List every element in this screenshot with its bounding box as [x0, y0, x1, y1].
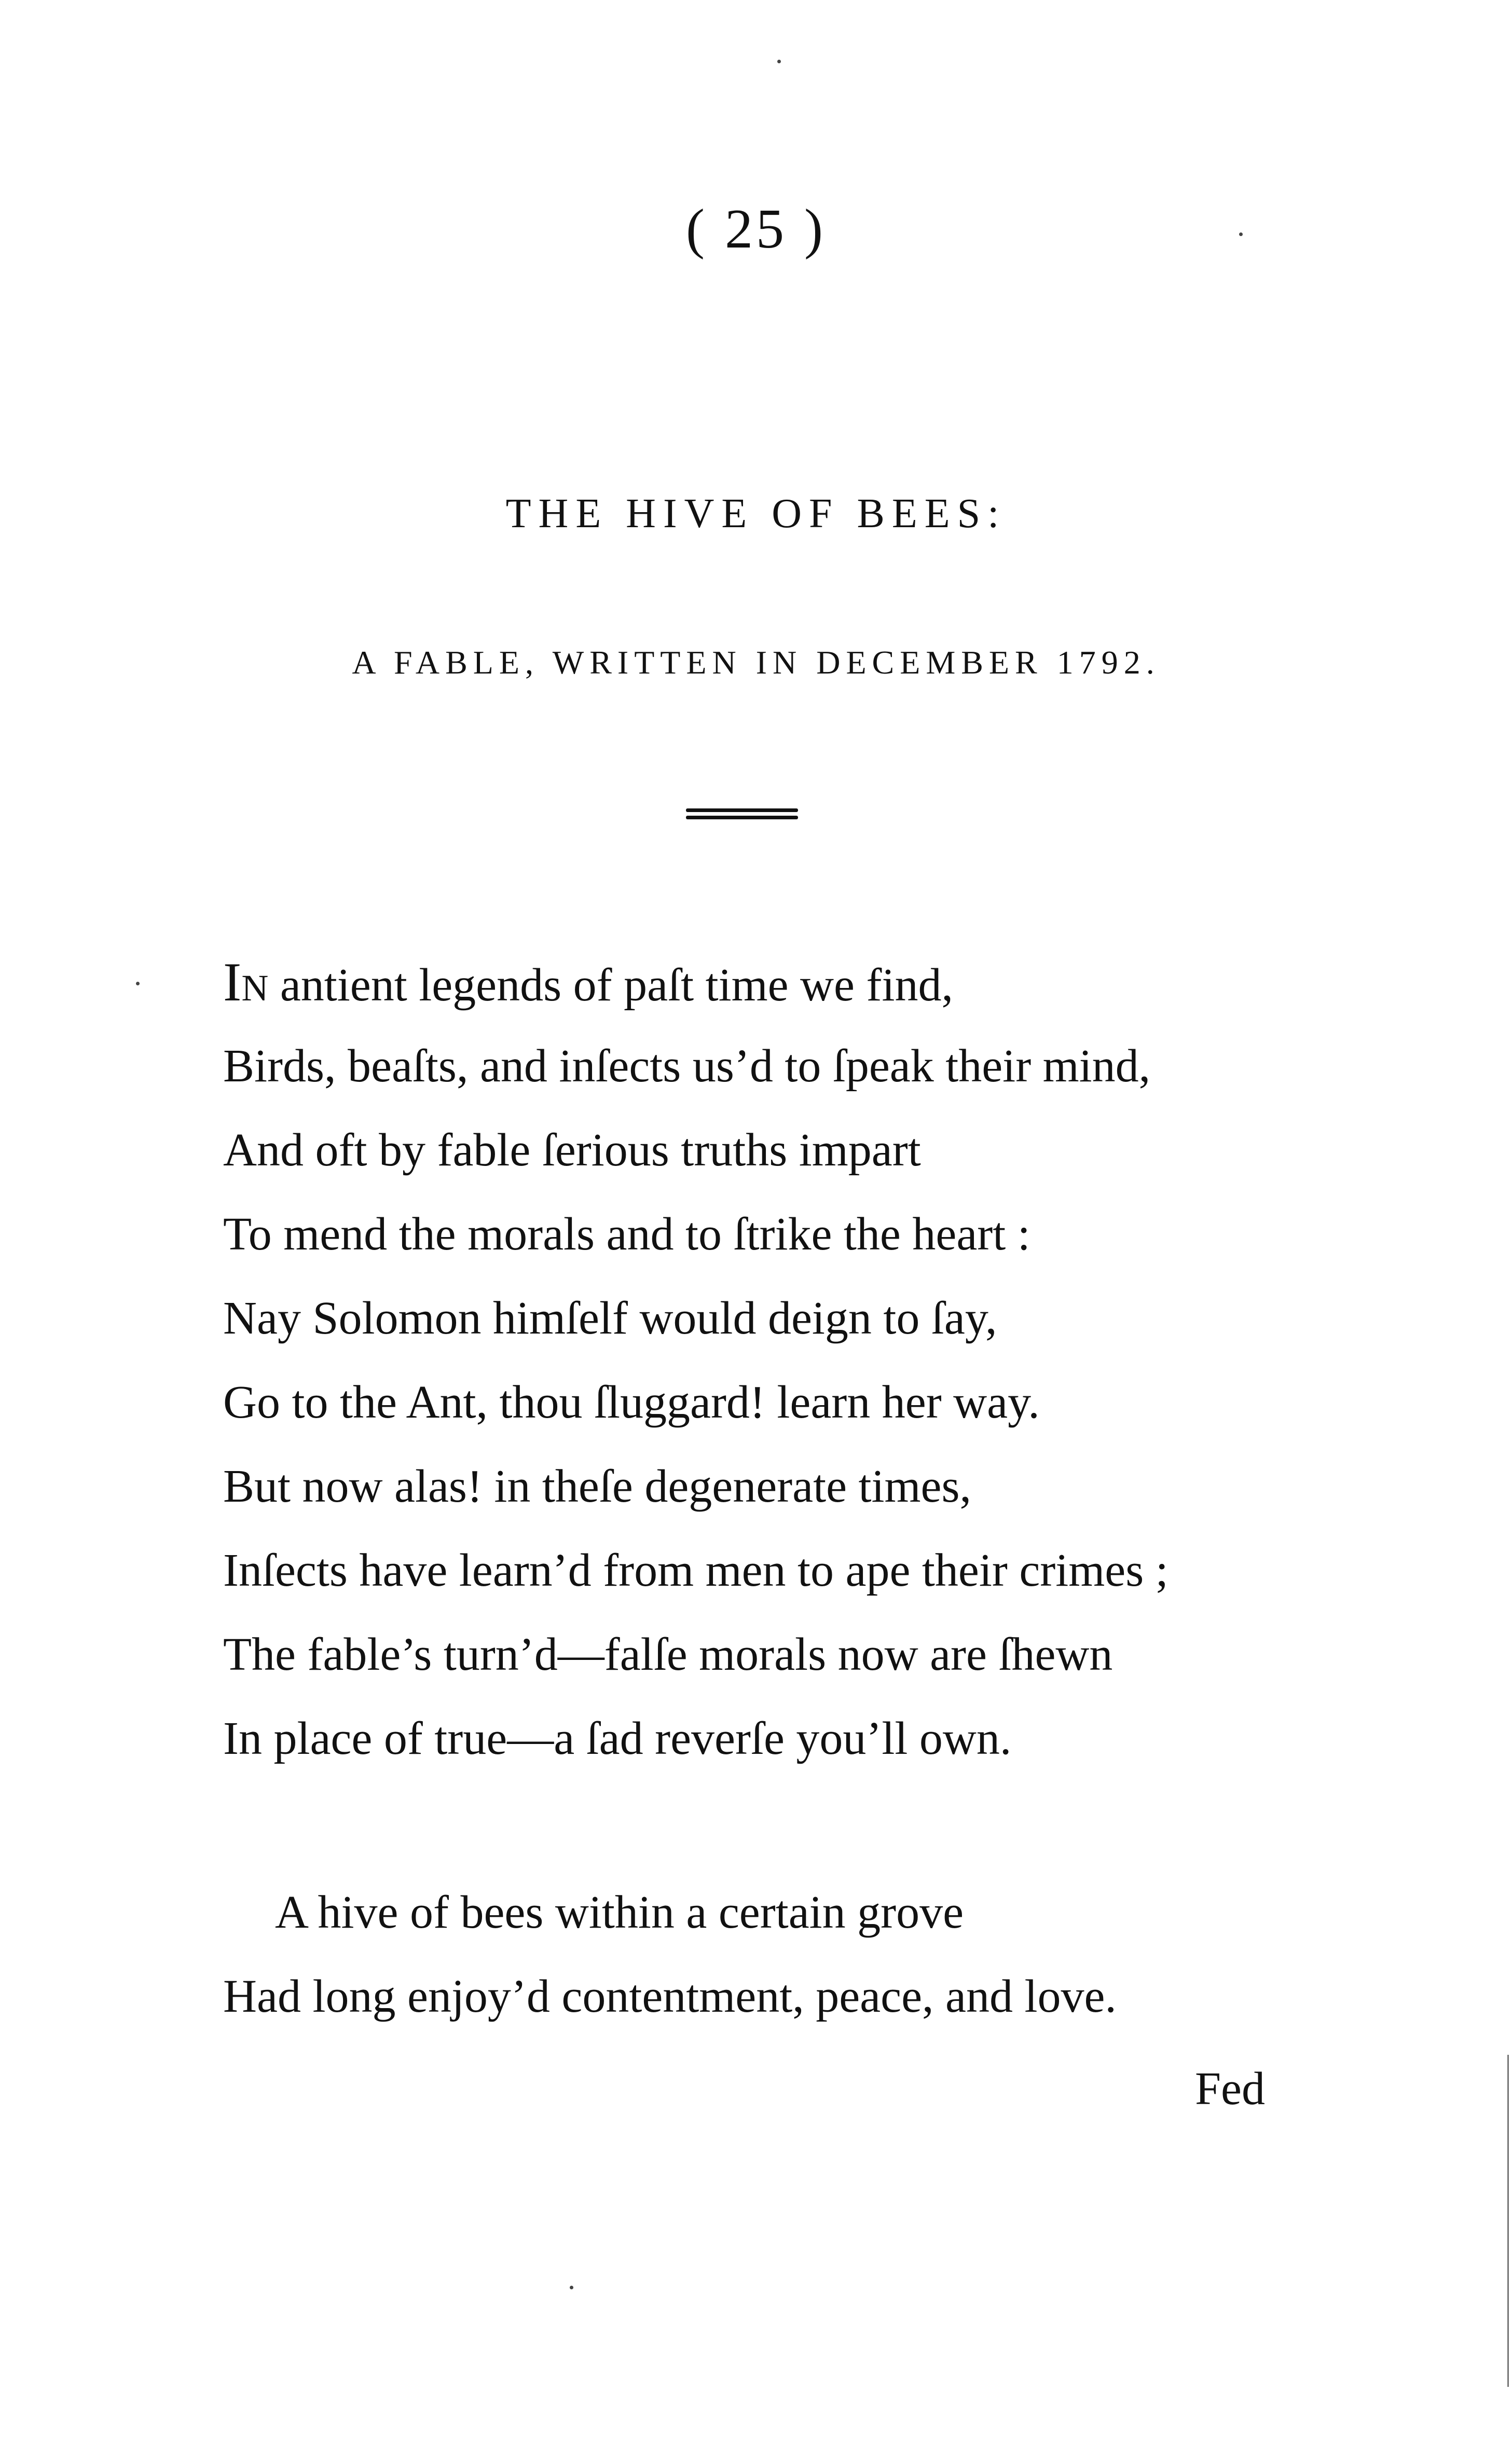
poem-line-3: And oft by fable ſerious truths impart [223, 1124, 921, 1176]
rule-bar-top [686, 808, 798, 812]
poem-line-1 [223, 940, 1313, 1024]
small-caps-letter: N [241, 967, 269, 1009]
poem-line-2: Birds, beaſts, and inſects us’d to ſpeak their mind, [223, 1040, 1151, 1092]
paper-speck [570, 2286, 573, 2289]
poem-line-8: Inſects have learn’d from men to ape their crimes ; [223, 1545, 1169, 1596]
stanza-1 [223, 940, 1313, 1781]
poem-line-6: Go to the Ant, thou ſluggard! learn her way. [223, 1377, 1040, 1428]
drop-initial: I [223, 952, 242, 1012]
catchword: Fed [1195, 2063, 1265, 2114]
page-edge-mark [1507, 2055, 1509, 2387]
stanza-2 [223, 1871, 1313, 2039]
poem-line-4: To mend the morals and to ſtrike the heart : [223, 1208, 1030, 1260]
paper-speck [777, 60, 781, 63]
rule-bar-bottom [686, 816, 798, 819]
poem-title: THE HIVE OF BEES: [505, 491, 1007, 537]
poem-subtitle: A FABLE, WRITTEN IN DECEMBER 1792. [352, 644, 1160, 681]
paper-speck [136, 982, 140, 985]
poem-line-12: Had long enjoy’d contentment, peace, and love. [223, 1971, 1117, 2022]
page-number: ( 25 ) [686, 198, 826, 260]
poem-line-10: In place of true—a ſad reverſe you’ll own. [223, 1713, 1012, 1764]
double-rule-ornament [686, 808, 798, 820]
poem-line-5: Nay Solomon himſelf would deign to ſay, [223, 1293, 997, 1344]
poem-line-11: A hive of bees within a certain grove [275, 1887, 964, 1938]
first-line-text: antient legends of paſt time we find, [268, 959, 953, 1011]
poem-line-9: The fable’s turn’d—falſe morals now are ſhewn [223, 1629, 1113, 1680]
paper-speck [1239, 232, 1243, 236]
poem-line-7: But now alas! in theſe degenerate times, [223, 1461, 972, 1512]
